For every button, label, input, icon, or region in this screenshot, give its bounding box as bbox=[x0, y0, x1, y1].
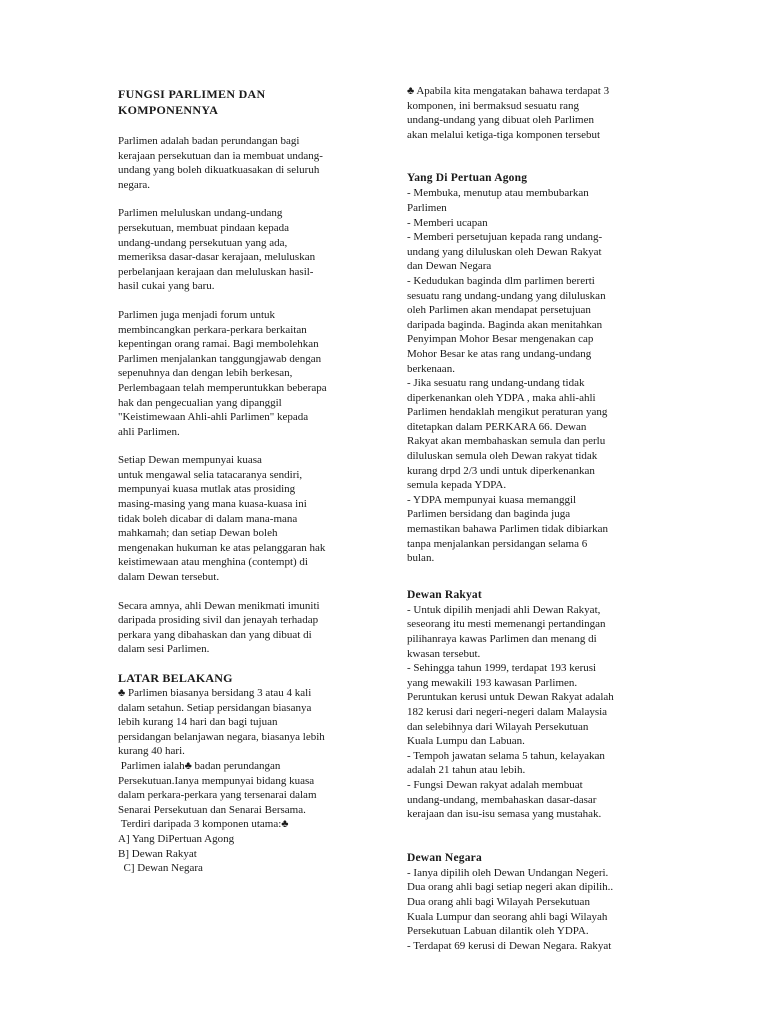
ydpa-heading: Yang Di Pertuan Agong bbox=[407, 172, 528, 185]
text-line: - Untuk dipilih menjadi ahli Dewan Rakyat, bbox=[407, 603, 601, 616]
text-line: memastikan bahawa Parlimen tidak dibiarkan bbox=[407, 523, 608, 536]
text-line: diluluskan semula oleh Dewan rakyat tidak bbox=[407, 450, 598, 463]
text-line: Setiap Dewan mempunyai kuasa bbox=[118, 454, 262, 467]
title-line: KOMPONENNYA bbox=[118, 103, 219, 117]
text-line: Persekutuan.Ianya mempunyai bidang kuasa bbox=[118, 774, 315, 787]
text-line: - Jika sesuatu rang undang-undang tidak bbox=[407, 377, 585, 390]
text-line: ♣ Parlimen biasanya bersidang 3 atau 4 kali bbox=[118, 687, 312, 699]
text-line: akan melalui ketiga-tiga komponen tersebut bbox=[407, 128, 601, 141]
text-line: mahkamah; dan setiap Dewan boleh bbox=[118, 527, 278, 540]
left-column bbox=[118, 84, 368, 876]
text-line: undang-undang yang dibuat oleh Parlimen bbox=[407, 114, 594, 127]
components-intro bbox=[407, 84, 649, 142]
text-line: kerajaan dan isu-isu semasa yang mustahak. bbox=[407, 808, 602, 821]
text-line: Terdiri daripada 3 komponen utama:♣ bbox=[118, 818, 289, 831]
dewan-rakyat-heading: Dewan Rakyat bbox=[407, 588, 482, 601]
right-column bbox=[407, 84, 649, 953]
text-line: Dua orang ahli bagi setiap negeri akan dipilih.. bbox=[407, 881, 614, 894]
text-line: dan selebihnya dari Wilayah Persekutuan bbox=[407, 720, 589, 733]
text-line: Parlimen bbox=[407, 201, 447, 214]
text-line: adalah 21 tahun atau lebih. bbox=[407, 764, 526, 777]
text-line: - YDPA mempunyai kuasa memanggil bbox=[407, 493, 577, 506]
text-line: - Ianya dipilih oleh Dewan Undangan Negeri. bbox=[407, 866, 609, 879]
text-line: sesuatu rang undang-undang yang diluluskan bbox=[407, 289, 606, 302]
text-line: berkenaan. bbox=[407, 362, 455, 375]
text-line: Mohor Besar ke atas rang undang-undang bbox=[407, 347, 592, 360]
text-line: - Membuka, menutup atau membubarkan bbox=[407, 187, 589, 200]
text-line: Parlimen ialah♣ badan perundangan bbox=[118, 759, 281, 772]
text-line: Secara amnya, ahli Dewan menikmati imuniti bbox=[118, 599, 320, 612]
text-line: yang mewakili 193 kawasan Parlimen. bbox=[407, 676, 578, 689]
dewan-negara-body bbox=[407, 866, 649, 954]
text-line: dalam setahun. Setiap persidangan biasanya bbox=[118, 701, 312, 714]
text-line: daripada baginda. Baginda akan menitahkan bbox=[407, 318, 603, 331]
latar-belakang-body bbox=[118, 686, 368, 876]
text-line: Parlimen bersidang dan baginda juga bbox=[407, 508, 571, 521]
text-line: undang yang diluluskan oleh Dewan Rakyat bbox=[407, 245, 602, 258]
text-line: lebih kurang 14 hari dan bagi tujuan bbox=[118, 716, 278, 729]
text-line: ♣ Apabila kita mengatakan bahawa terdapat 3 bbox=[407, 85, 610, 97]
text-line: keistimewaan atau menghina (contempt) di bbox=[118, 556, 308, 569]
text-line: dan Dewan Negara bbox=[407, 260, 492, 273]
text-line: Kuala Lumpu dan Labuan. bbox=[407, 735, 525, 748]
text-line: negara. bbox=[118, 178, 151, 191]
text-line: - Memberi persetujuan kepada rang undang- bbox=[407, 231, 603, 244]
dewan-rakyat-body bbox=[407, 603, 649, 822]
text-line: Parlimen meluluskan undang-undang bbox=[118, 207, 283, 220]
text-line: A] Yang DiPertuan Agong bbox=[118, 832, 235, 845]
paragraph-definition bbox=[118, 134, 368, 192]
text-line: semula kepada YDPA. bbox=[407, 479, 507, 492]
title-line: FUNGSI PARLIMEN DAN bbox=[118, 87, 266, 101]
text-line: perkara yang dibahaskan dan yang dibuat di bbox=[118, 628, 312, 641]
text-line: undang-undang persekutuan yang ada, bbox=[118, 236, 288, 249]
text-line: - Kedudukan baginda dlm parlimen bererti bbox=[407, 274, 595, 287]
text-line: komponen, ini bermaksud sesuatu rang bbox=[407, 99, 579, 112]
text-line: memeriksa dasar-dasar kerajaan, meluluskan bbox=[118, 251, 316, 264]
text-line: ditetapkan dalam PERKARA 66. Dewan bbox=[407, 420, 587, 433]
text-line: B] Dewan Rakyat bbox=[118, 847, 197, 860]
ydpa-body bbox=[407, 186, 649, 565]
text-line: bulan. bbox=[407, 552, 435, 565]
text-line: untuk mengawal selia tatacaranya sendiri, bbox=[118, 468, 303, 481]
text-line: Parlimen hendaklah mengikut peraturan yang bbox=[407, 406, 608, 419]
text-line: Peruntukan kerusi untuk Dewan Rakyat adalah bbox=[407, 691, 614, 704]
text-line: Kuala Lumpur dan seorang ahli bagi Wilayah bbox=[407, 910, 608, 923]
text-line: persekutuan, membuat pindaan kepada bbox=[118, 221, 290, 234]
text-line: tidak boleh dicabar di dalam mana-mana bbox=[118, 512, 298, 525]
text-line: hasil cukai yang baru. bbox=[118, 280, 215, 293]
text-line: "Keistimewaan Ahli-ahli Parlimen" kepada bbox=[118, 411, 309, 424]
text-line: Parlimen menjalankan tanggungjawab dengan bbox=[118, 352, 322, 365]
text-line: C] Dewan Negara bbox=[118, 862, 203, 875]
text-line: - Tempoh jawatan selama 5 tahun, kelayakan bbox=[407, 749, 605, 762]
text-line: perbelanjaan kerajaan dan meluluskan hasil- bbox=[118, 265, 314, 278]
text-line: oleh Parlimen akan mendapat persetujuan bbox=[407, 304, 591, 317]
text-line: Rakyat akan membahaskan semula dan perlu bbox=[407, 435, 606, 448]
text-line: Dua orang ahli bagi Wilayah Persekutuan bbox=[407, 895, 590, 908]
text-line: dalam sesi Parlimen. bbox=[118, 643, 210, 656]
text-line: kurang drpd 2/3 undi untuk diperkenankan bbox=[407, 464, 595, 477]
text-line: - Fungsi Dewan rakyat adalah membuat bbox=[407, 778, 583, 791]
paragraph-forum bbox=[118, 308, 368, 439]
text-line: Persekutuan Labuan dilantik oleh YDPA. bbox=[407, 925, 589, 938]
text-line: Parlimen juga menjadi forum untuk bbox=[118, 308, 276, 321]
text-line: ahli Parlimen. bbox=[118, 425, 180, 438]
text-line: Penyimpan Mohor Besar mengenakan cap bbox=[407, 333, 594, 346]
dewan-negara-heading: Dewan Negara bbox=[407, 851, 482, 864]
text-line: tanpa menjalankan persidangan selama 6 bbox=[407, 537, 588, 550]
latar-belakang-heading: LATAR BELAKANG bbox=[118, 671, 233, 685]
text-line: - Terdapat 69 kerusi di Dewan Negara. Rakyat bbox=[407, 939, 612, 952]
document-title bbox=[118, 86, 368, 118]
text-line: masing-masing yang mana kuasa-kuasa ini bbox=[118, 498, 307, 511]
text-line: Perlembagaan telah memperuntukkan beberapa bbox=[118, 381, 327, 394]
text-line: undang-undang, membahaskan dasar-dasar bbox=[407, 793, 597, 806]
text-line: hak dan pengecualian yang dipanggil bbox=[118, 396, 282, 409]
paragraph-functions bbox=[118, 206, 368, 294]
text-line: dalam Dewan tersebut. bbox=[118, 571, 220, 584]
text-line: persidangan belanjawan negara, biasanya lebih bbox=[118, 730, 325, 743]
text-line: mempunyai kuasa mutlak atas prosiding bbox=[118, 483, 296, 496]
text-line: diperkenankan oleh YDPA , maka ahli-ahli bbox=[407, 391, 596, 404]
text-line: seseorang itu mesti memenangi pertandingan bbox=[407, 618, 606, 631]
text-line: Parlimen adalah badan perundangan bagi bbox=[118, 135, 300, 147]
text-line: kurang 40 hari. bbox=[118, 745, 185, 758]
text-line: undang yang boleh dikuatkuasakan di seluruh bbox=[118, 164, 320, 177]
text-line: kerajaan persekutuan dan ia membuat undang- bbox=[118, 149, 323, 162]
text-line: sepenuhnya dan dengan lebih berkesan, bbox=[118, 367, 293, 380]
paragraph-immunity bbox=[118, 599, 368, 657]
text-line: dalam perkara-perkara yang tersenarai dalam bbox=[118, 789, 317, 802]
text-line: 182 kerusi dari negeri-negeri dalam Malaysia bbox=[407, 705, 608, 718]
text-line: mengenakan hukuman ke atas pelanggaran hak bbox=[118, 541, 326, 554]
text-line: - Memberi ucapan bbox=[407, 216, 488, 229]
text-line: - Sehingga tahun 1999, terdapat 193 kerusi bbox=[407, 662, 597, 675]
text-line: pilihanraya kawas Parlimen dan menang di bbox=[407, 633, 597, 645]
paragraph-dewan-powers bbox=[118, 453, 368, 584]
text-line: kepentingan orang ramai. Bagi membolehkan bbox=[118, 338, 319, 351]
text-line: membincangkan perkara-perkara berkaitan bbox=[118, 323, 307, 336]
text-line: kwasan tersebut. bbox=[407, 647, 481, 660]
text-line: daripada prosiding sivil dan jenayah terhadap bbox=[118, 614, 319, 627]
text-line: Senarai Persekutuan dan Senarai Bersama. bbox=[118, 803, 306, 816]
